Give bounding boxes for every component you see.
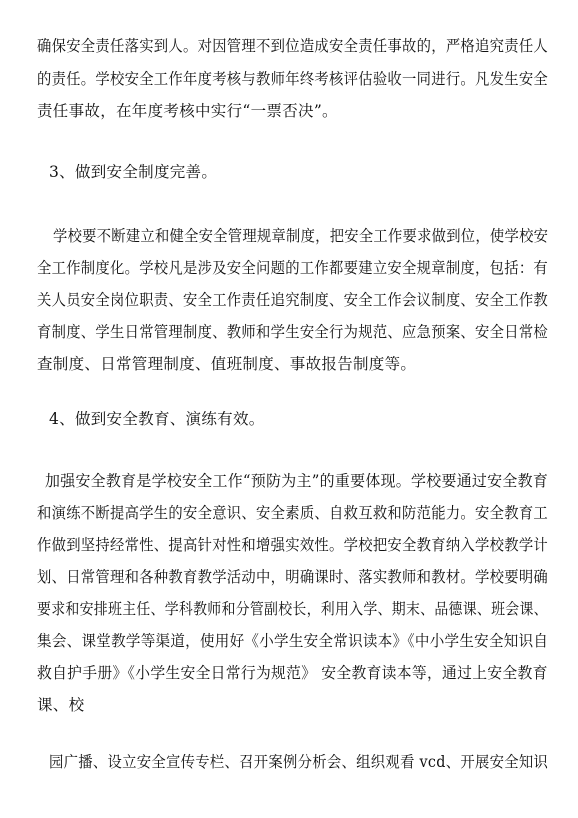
text-line: 课、校: [37, 696, 85, 714]
text-line: 确保安全责任落实到人。对因管理不到位造成安全责任事故的，严格追究责任人: [37, 37, 549, 55]
text-line: 集会、课堂教学等渠道，使用好《小学生安全常识读本》《中小学生安全知识自: [37, 632, 549, 650]
text-line: 育制度、学生日常管理制度、教师和学生安全行为规范、应急预案、安全日常检: [37, 323, 549, 341]
text-line: 救自护手册》《小学生安全日常行为规范》 安全教育读本等，通过上安全教育: [37, 664, 548, 682]
text-line: 作做到坚持经常性、提高针对性和增强实效性。学校把安全教育纳入学校教学计: [37, 536, 549, 554]
text-line: 要求和安排班主任、学科教师和分管副校长，利用入学、期末、品德课、班会课、: [37, 600, 548, 618]
text-line: 查制度、日常管理制度、值班制度、事故报告制度等。: [37, 355, 417, 373]
text-line: 关人员安全岗位职责、安全工作责任追究制度、安全工作会议制度、安全工作教: [37, 291, 549, 309]
section-heading: 4、做到安全教育、演练有效。: [49, 410, 265, 428]
section-heading: 3、做到安全制度完善。: [49, 163, 218, 181]
text-line: 全工作制度化。学校凡是涉及安全问题的工作都要建立安全规章制度，包括：有: [37, 259, 549, 277]
text-line: 园广播、设立安全宣传专栏、召开案例分析会、组织观看 vcd、开展安全知识: [49, 753, 549, 771]
text-line: 学校要不断建立和健全安全管理规章制度，把安全工作要求做到位，使学校安: [53, 227, 549, 245]
text-line: 加强安全教育是学校安全工作“预防为主”的重要体现。学校要通过安全教育: [45, 472, 549, 490]
text-line: 的责任。学校安全工作年度考核与教师年终考核评估验收一同进行。凡发生安全: [37, 70, 549, 88]
text-line: 和演练不断提高学生的安全意识、安全素质、自救互救和防范能力。安全教育工: [37, 504, 549, 522]
text-line: 划、日常管理和各种教育教学活动中，明确课时、落实教师和教材。学校要明确: [37, 568, 549, 586]
text-line: 责任事故，在年度考核中实行“一票否决”。: [37, 102, 338, 120]
